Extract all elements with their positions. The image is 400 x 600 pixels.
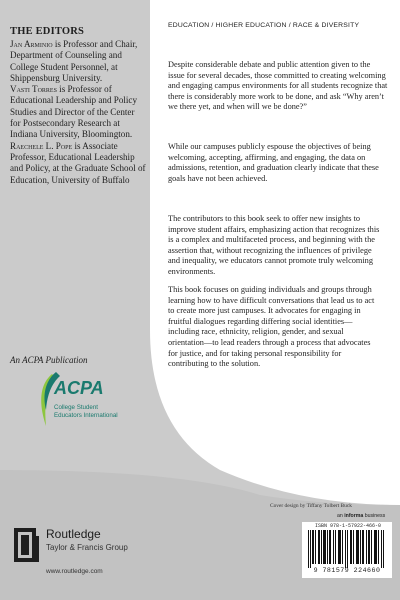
editor-bio-torres <box>10 84 146 140</box>
description-paragraph-3: The contributors to this book seek to offer new insights to improve student affairs, emphasizing action that recognizes this is a complex and multifaceted process, and beginning with the assertion that, without recognizing the influences of privilege and inequality, we educators cannot promote truly welcoming environments. <box>168 214 380 276</box>
editor-bio-pope <box>10 141 146 186</box>
subject-category: EDUCATION / HIGHER EDUCATION / RACE & DIVERSITY <box>168 22 360 29</box>
editor-bio-arminio <box>10 39 146 84</box>
routledge-logo-icon <box>12 526 42 566</box>
description-paragraph-2: While our campuses publicly espouse the objectives of being welcoming, accepting, affirming, and engaging, the data on admissions, retention, and graduation clearly indicate that these goals have not been achieved. <box>168 142 379 183</box>
editor-description: is Professor and Chair, Department of Counseling and College Student Personnel, at Shippensburg University. <box>10 39 138 83</box>
informa-brand: informa <box>344 513 364 519</box>
editor-description: is Professor of Educational Leadership and Policy Studies and Director of the Center for Postsecondary Research at Indiana University, Bloomington. <box>10 84 138 140</box>
editor-name: Raechele L. Pope <box>10 140 73 151</box>
barcode-icon <box>308 530 386 568</box>
editor-name: Jan Arminio <box>10 39 53 49</box>
publisher-name: Routledge <box>46 527 101 541</box>
informa-prefix: an <box>337 513 345 519</box>
isbn-label: ISBN 978-1-57922-466-0 <box>314 523 381 529</box>
informa-business-mark <box>337 513 385 519</box>
description-paragraph-4: This book focuses on guiding individuals and groups through learning how to have difficult conversations that lead us to act to create more just campuses. It advocates for engaging in fruitful dialogues regarding differing social identities—including race, ethnicity, religion, gender, and sexual orientation—to lead readers through a process that advocates for justice, and for taking personal responsibility for contributing to the solution. <box>168 285 375 369</box>
informa-suffix: business <box>363 513 386 519</box>
editor-name: Vasti Torres <box>10 84 57 95</box>
publisher-group: Taylor & Francis Group <box>46 543 128 552</box>
isbn-barcode <box>302 522 392 578</box>
acpa-logo-subtitle: College Student Educators International <box>54 404 118 419</box>
barcode-number: 9 781579 224660 <box>313 567 381 574</box>
editors-heading: THE EDITORS <box>10 26 85 37</box>
editor-description: is Associate Professor, Educational Leadership and Policy, at the Graduate School of Education, University of Buffalo <box>10 140 146 185</box>
acpa-logo-text: ACPA <box>54 378 104 398</box>
description-paragraph-1: Despite considerable debate and public attention given to the issue for several decades, those committed to creating welcoming and engaging campus environments for all students recognize that there is considerably more work to be done, and ask “Why aren’t we there yet, and when will we be done?” <box>168 60 388 112</box>
publisher-url[interactable]: www.routledge.com <box>46 568 103 575</box>
acpa-publication-tagline: An ACPA Publication <box>10 355 88 365</box>
cover-design-credit: Cover design by Tiffany Tolbert Buck <box>270 503 352 509</box>
editors-section <box>10 26 146 186</box>
